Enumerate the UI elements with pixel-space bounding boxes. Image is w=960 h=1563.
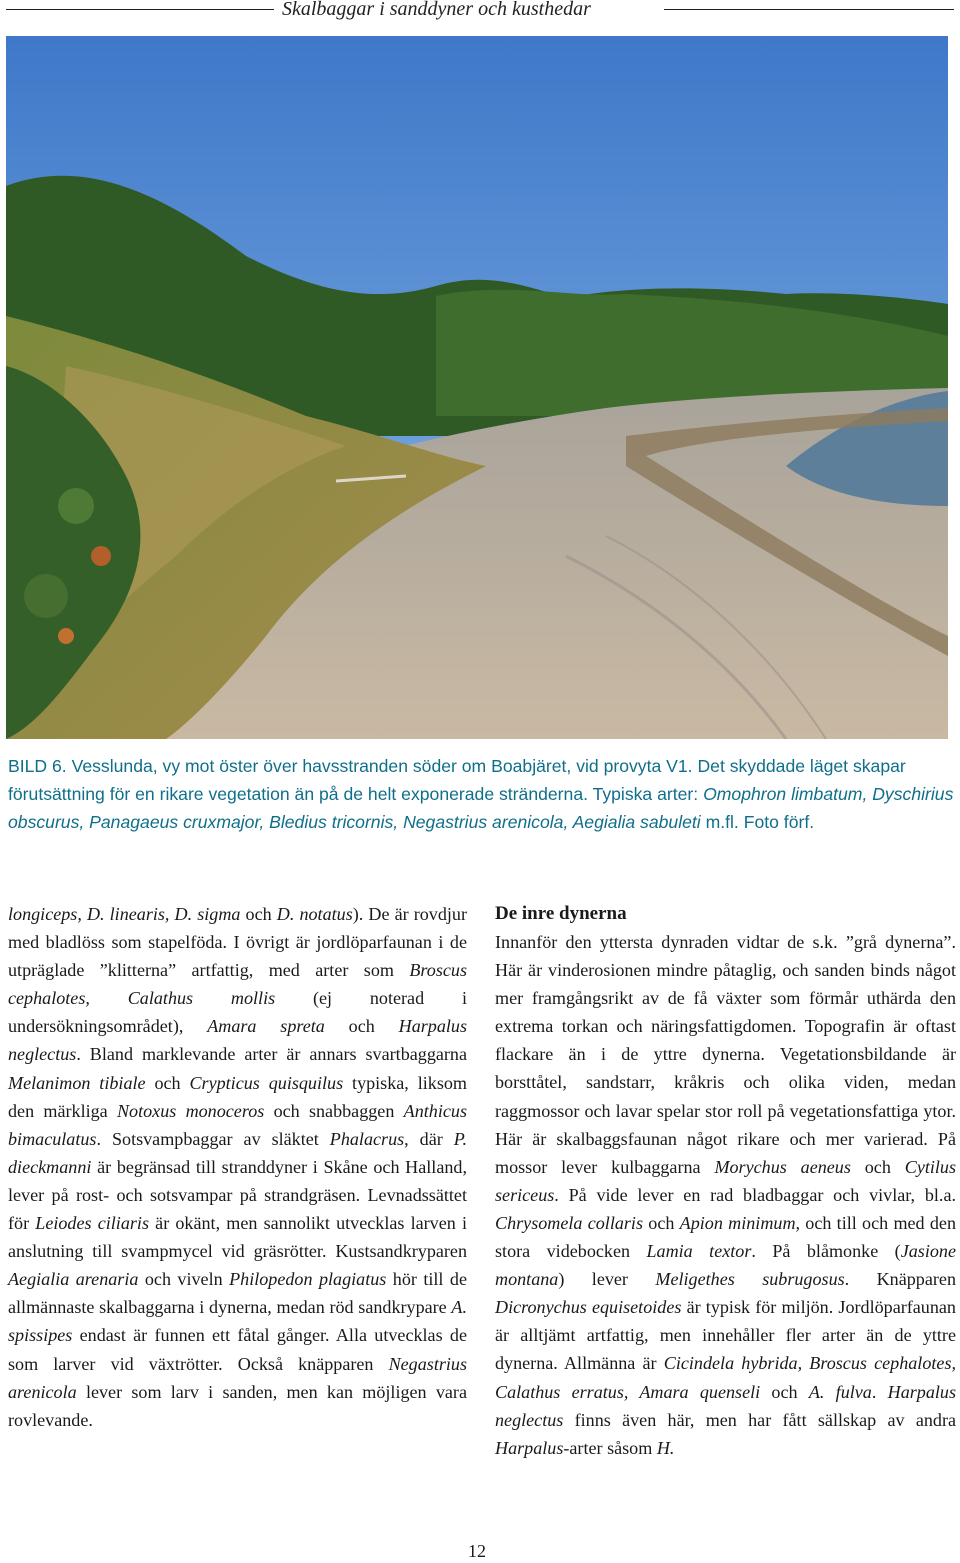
text-run: . På vide lever en rad bladbaggar och vivlar, bl.a.	[554, 1184, 956, 1205]
text-run: hör till de allmännaste skalbaggarna i dynerna, medan röd sandkrypare	[8, 1269, 467, 1318]
species-name: Meligethes subrugosus	[655, 1269, 845, 1290]
header-rule-right	[664, 9, 954, 10]
species-name: Cytilus sericeus	[495, 1156, 957, 1205]
header-title: Skalbaggar i sanddyner och kusthedar	[282, 0, 591, 20]
text-run: och	[643, 1212, 680, 1233]
text-run: . Knäpparen	[844, 1269, 956, 1290]
species-name: Harpalus neglectus	[495, 1381, 957, 1430]
text-run: finns även här, men har fått sällskap av andra	[563, 1409, 956, 1430]
text-run: (ej noterad i undersökningsområdet),	[8, 988, 467, 1037]
text-run: lever som larv i sanden, men kan möjligen vara rovlevande.	[8, 1381, 467, 1430]
species-name: Aegialia arenaria	[8, 1269, 139, 1290]
species-name: Dicronychus equisetoides	[495, 1297, 682, 1318]
text-run: . Sotsvampbaggar av släktet	[96, 1128, 330, 1149]
species-name: Broscus cephalotes, Calathus mollis	[8, 960, 467, 1009]
section-heading: De inre dynerna	[495, 903, 627, 924]
species-name: A. spissipes	[8, 1297, 467, 1346]
caption-label: BILD 6.	[8, 756, 67, 776]
text-run: Innanför den yttersta dynraden vidtar de s.k. ”grå dynerna”. Här är vinderosionen mindre påtaglig, och sanden binds något mer framgångsrikt av de få växter som förmår uthärda den extrema torkan och näringsfattigdomen. Topografin är oftast flackare än i de yttre dynerna. Vegetationsbildande är borsttåtel, sandstarr, kråkris och olika viden, medan raggmossor och lavar spelar stor roll på vegetationsfattiga ytor. Här är skalbaggsfaunan något rikare och mer varierad. På mossor lever kulbaggarna	[495, 932, 956, 1177]
species-name: Leiodes ciliaris	[35, 1213, 149, 1234]
left-column	[8, 900, 467, 1434]
species-name: Morychus aeneus	[714, 1156, 851, 1177]
species-name: D. notatus	[276, 904, 353, 924]
text-run: är begränsad till stranddyner i Skåne och Halland, lever på rost- och sotsvampar på strandgräsen. Levnadssättet för	[8, 1156, 467, 1234]
text-run: och	[145, 1072, 190, 1093]
species-name: Apion minimum,	[679, 1212, 801, 1233]
species-name: Negastrius arenicola	[8, 1353, 467, 1402]
species-name: Anthicus bimaculatus	[8, 1100, 467, 1149]
caption-credit: m.fl. Foto förf.	[700, 812, 815, 832]
text-run: är typisk för miljön. Jordlöparfaunan är alltjämt artfattig, men innehåller fler arter än de yttre dynerna. Allmänna är	[495, 1297, 956, 1374]
text-run: ). De är rovdjur med bladlöss som stapelföda. I övrigt är jordlöparfaunan i de utpräglade ”klitterna” artfattig, med arter som	[8, 904, 467, 981]
text-run: och viveln	[138, 1269, 230, 1290]
text-run: och	[240, 904, 277, 924]
species-name: Lamia textor	[646, 1241, 752, 1262]
species-name: H.	[656, 1437, 675, 1458]
right-column	[495, 900, 956, 1462]
text-run: och	[324, 1016, 399, 1037]
species-name: Harpalus neglectus	[8, 1016, 468, 1065]
beach-photo	[6, 36, 948, 739]
right-paragraph	[495, 928, 956, 1462]
header-rule-left	[6, 9, 274, 10]
species-name: Phalacrus	[329, 1128, 405, 1149]
figure-caption	[8, 752, 956, 836]
species-name: Crypticus quisquilus	[189, 1072, 344, 1093]
text-run: , där	[404, 1128, 454, 1149]
text-run: . Bland marklevande arter är annars svartbaggarna	[76, 1044, 467, 1065]
species-name: Jasione montana	[495, 1241, 956, 1290]
species-name: Cicindela hybrida, Broscus cephalotes, Calathus erratus, Amara quenseli	[495, 1353, 957, 1402]
text-run: och till och med den stora videbocken	[495, 1212, 956, 1262]
text-run: . På blåmonke (	[751, 1241, 901, 1262]
text-run: och	[850, 1156, 905, 1177]
species-name: Philopedon plagiatus	[229, 1269, 387, 1290]
species-name: Chrysomela collaris	[495, 1212, 644, 1233]
species-name: Amara spreta	[207, 1016, 325, 1037]
species-name: Notoxus monoceros	[116, 1100, 265, 1121]
text-run: .	[871, 1381, 888, 1402]
text-run: och	[760, 1381, 809, 1402]
text-run: och snabbaggen	[264, 1100, 404, 1121]
species-name: longiceps, D. linearis, D. sigma	[8, 904, 241, 924]
species-name: Melanimon tibiale	[8, 1072, 146, 1093]
text-run: ) lever	[558, 1269, 656, 1290]
caption-text: Vesslunda, vy mot öster över havsstranden söder om Boabjäret, vid provyta V1. Det skyddade läget skapar förutsättning för en rikare vegetation än på de helt exponerade stränderna. Typiska arter:	[8, 756, 906, 804]
species-name: A. fulva	[808, 1381, 872, 1402]
left-paragraph	[8, 900, 467, 1434]
running-header	[0, 0, 960, 22]
text-run: typiska, liksom den märkliga	[8, 1072, 467, 1121]
caption-species: Omophron limbatum, Dyschirius obscurus, Panagaeus cruxmajor, Bledius tricornis, Negastrius arenicola, Aegialia sabuleti	[8, 784, 954, 832]
species-name: Harpalus	[495, 1437, 564, 1458]
species-name: P. dieckmanni	[8, 1128, 467, 1177]
text-run: -arter såsom	[563, 1437, 657, 1458]
text-run: endast är funnen ett fåtal gånger. Alla utvecklas de som larver vid växtrötter. Också knäpparen	[8, 1325, 467, 1374]
text-run: är okänt, men sannolikt utvecklas larven i anslutning till svampmycel vid gräsrötter. Kustsandkryparen	[8, 1213, 467, 1262]
page-number: 12	[468, 1541, 486, 1561]
